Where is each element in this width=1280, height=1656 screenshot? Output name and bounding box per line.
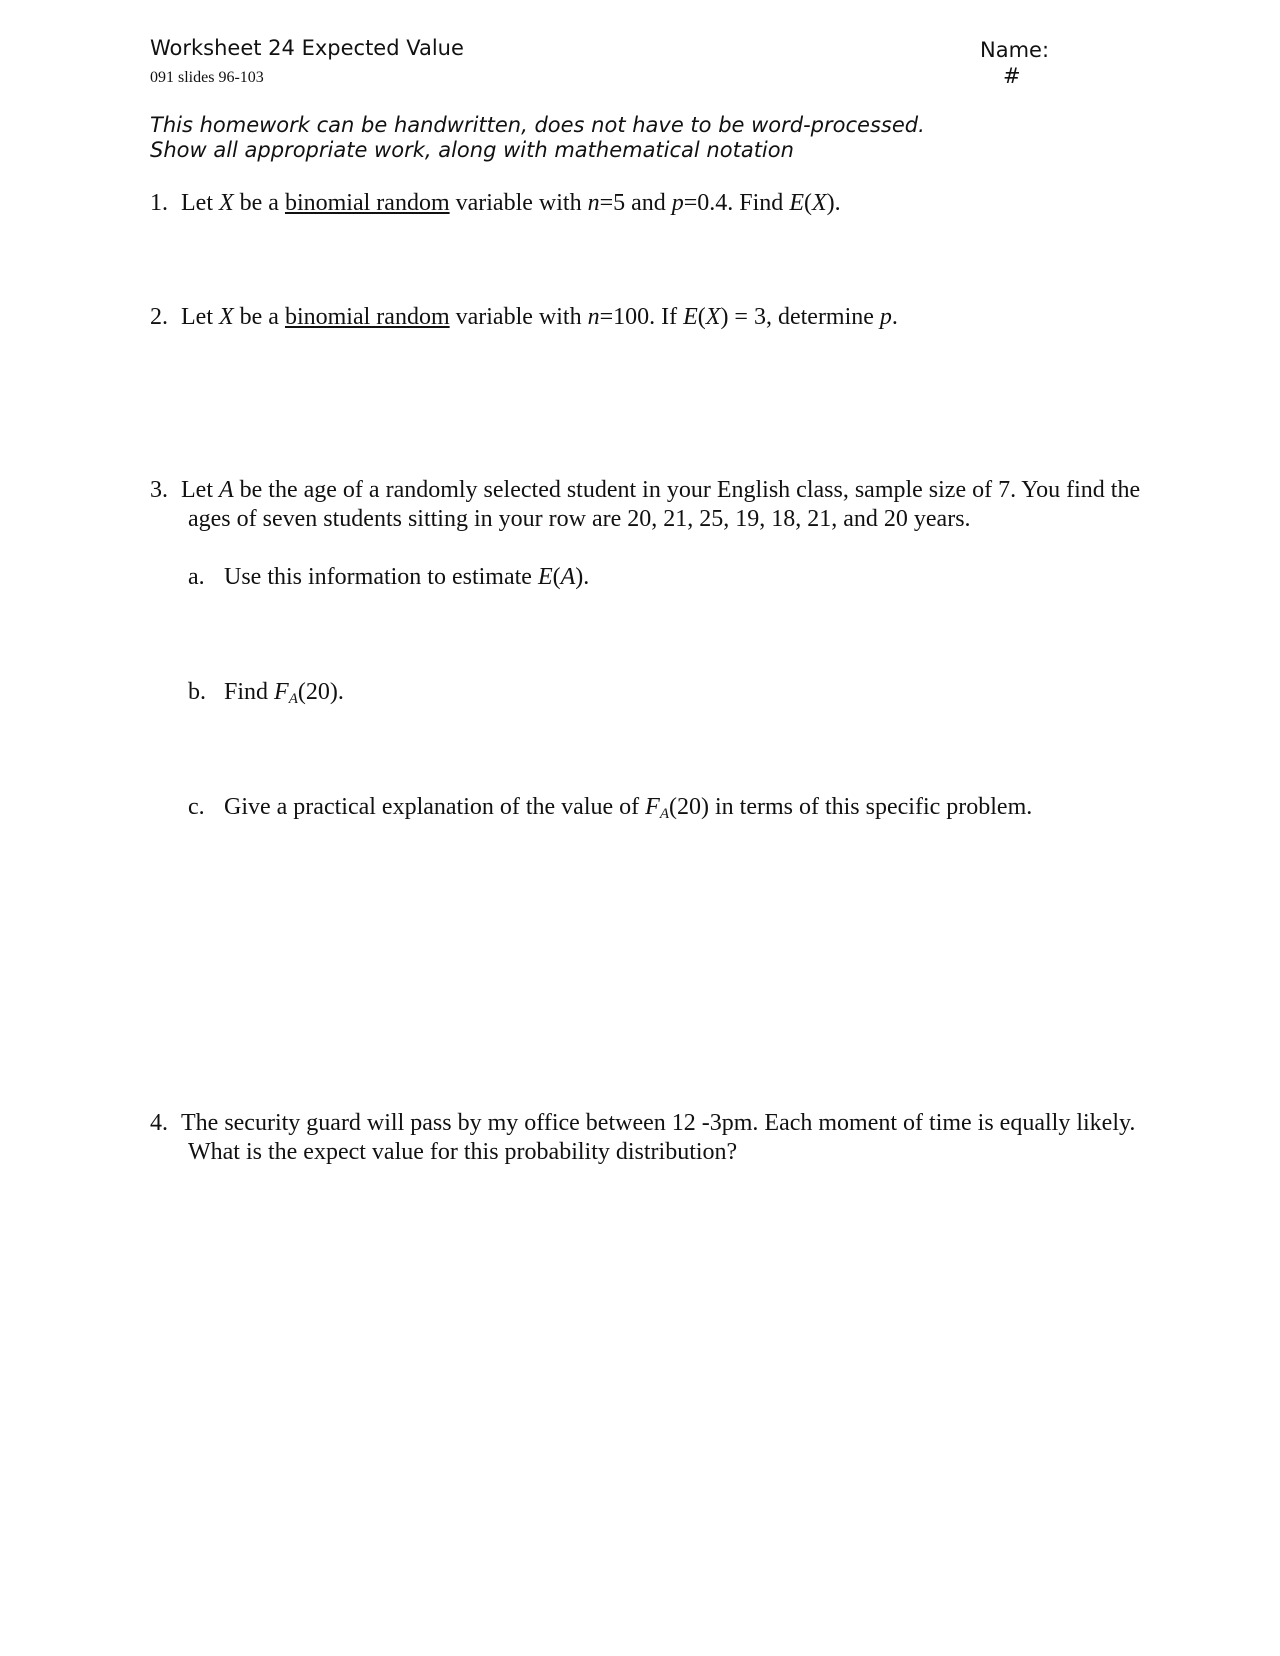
question-text: Let [181, 304, 219, 330]
math-variable: p [671, 190, 684, 216]
binomial-random-link[interactable]: binomial random [284, 190, 450, 216]
binomial-random-link[interactable]: binomial random [284, 304, 450, 330]
question-text: ( [697, 304, 706, 330]
question-text: Give a practical explanation of the value of [224, 794, 646, 820]
math-subscript: A [659, 806, 669, 822]
subpart-marker: a. [188, 564, 205, 590]
math-variable: p [879, 304, 892, 330]
question-text: (20) in terms of this specific problem. [669, 794, 1033, 820]
question-number: 3. [150, 477, 168, 503]
question-text: Find [224, 679, 275, 705]
math-variable: F [274, 679, 289, 705]
question-text: =5 and [599, 190, 672, 216]
question-number: 4. [150, 1110, 168, 1136]
question-text: be a [233, 190, 285, 216]
question-text: be a [233, 304, 285, 330]
course-slides-reference: 091 slides 96-103 [150, 69, 264, 86]
math-variable: F [645, 794, 660, 820]
math-variable: X [218, 304, 234, 330]
question-text: variable with [449, 190, 588, 216]
question-text: ) = 3, determine [720, 304, 880, 330]
question-2 [150, 303, 898, 331]
name-label: Name: [980, 38, 1050, 62]
question-text: Let [181, 477, 219, 503]
question-text: variable with [449, 304, 588, 330]
question-3a [188, 563, 589, 591]
subpart-marker: b. [188, 679, 206, 705]
question-4 [150, 1109, 1135, 1137]
instructions-line-2: Show all appropriate work, along with mathematical notation [150, 138, 794, 162]
math-variable: E [683, 304, 698, 330]
math-variable: X [811, 190, 827, 216]
math-variable: X [218, 190, 234, 216]
worksheet-title: Worksheet 24 Expected Value [150, 36, 464, 60]
question-3b [188, 678, 344, 706]
math-variable: X [705, 304, 721, 330]
math-variable: A [218, 477, 234, 503]
math-variable: n [587, 190, 600, 216]
math-variable: n [587, 304, 600, 330]
question-1 [150, 189, 841, 217]
question-text: =0.4. Find [683, 190, 790, 216]
question-text: =100. If [599, 304, 684, 330]
question-text: be the age of a randomly selected student in your English class, sample size of 7. You find the [233, 477, 1141, 503]
question-3 [150, 476, 1140, 504]
question-3c [188, 793, 1032, 821]
math-variable: E [789, 190, 804, 216]
question-4-continuation: What is the expect value for this probability distribution? [188, 1139, 738, 1165]
math-variable: A [560, 564, 576, 590]
instructions-line-1: This homework can be handwritten, does not have to be word-processed. [150, 113, 925, 137]
question-text: Let [181, 190, 219, 216]
question-number: 2. [150, 304, 168, 330]
question-3-continuation: ages of seven students sitting in your row are 20, 21, 25, 19, 18, 21, and 20 years. [188, 506, 971, 532]
subpart-marker: c. [188, 794, 205, 820]
math-subscript: A [288, 691, 298, 707]
question-text: ). [575, 564, 590, 590]
number-label: # [1003, 64, 1021, 88]
question-text: ( [552, 564, 561, 590]
math-variable: E [537, 564, 553, 590]
question-text: ). [826, 190, 841, 216]
question-text: The security guard will pass by my office between 12 -3pm. Each moment of time is equally likely. [181, 1110, 1136, 1136]
question-text: . [891, 304, 898, 330]
question-number: 1. [150, 190, 168, 216]
question-text: (20). [297, 679, 344, 705]
question-text: Use this information to estimate [224, 564, 538, 590]
question-text: ( [803, 190, 812, 216]
